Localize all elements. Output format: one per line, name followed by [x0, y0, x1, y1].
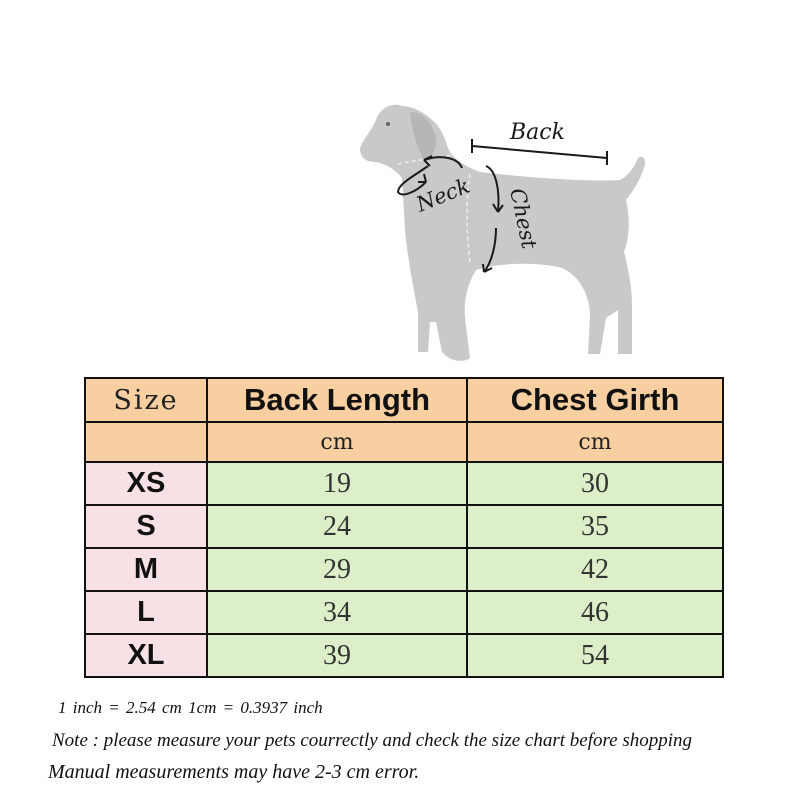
back-length-value: 19	[323, 467, 351, 499]
table-row	[85, 462, 723, 505]
chest-girth-value: 46	[581, 596, 609, 628]
size-cell	[85, 505, 207, 548]
chest-girth-cell	[467, 634, 723, 677]
dog-measurement-diagram	[0, 0, 800, 380]
unit-row	[85, 422, 723, 462]
unit-conversion-note: 1 inch = 2.54 cm 1cm = 0.3937 inch	[58, 698, 323, 717]
chest-girth-cell	[467, 548, 723, 591]
table-row	[85, 505, 723, 548]
chest-girth-header	[467, 378, 723, 422]
chest-girth-value: 42	[581, 553, 609, 585]
back-length-value: 24	[323, 510, 351, 542]
back-length-unit-text: cm	[320, 429, 354, 455]
back-label: Back	[510, 120, 565, 145]
back-length-value: 39	[323, 639, 351, 671]
dog-silhouette	[360, 105, 645, 361]
size-value: M	[133, 553, 159, 585]
size-value: L	[137, 596, 155, 628]
back-length-value: 34	[323, 596, 351, 628]
chest-girth-cell	[467, 505, 723, 548]
header-row	[85, 378, 723, 422]
back-length-header-text: Back Length	[243, 382, 431, 417]
size-cell	[85, 591, 207, 634]
chest-label: Chest	[505, 186, 542, 251]
measure-instruction-note: Note : please measure your pets courrectly and check the size chart before shopping	[52, 730, 693, 751]
chest-girth-unit-text: cm	[578, 429, 612, 455]
size-cell	[85, 634, 207, 677]
back-length-cell	[207, 591, 467, 634]
size-value: S	[136, 510, 156, 542]
size-cell	[85, 462, 207, 505]
back-length-cell	[207, 462, 467, 505]
size-header-text: Size	[113, 384, 179, 416]
back-length-value: 29	[323, 553, 351, 585]
back-length-cell	[207, 634, 467, 677]
neck-label: Neck	[412, 173, 474, 217]
measurement-error-note: Manual measurements may have 2-3 cm error.	[48, 761, 420, 783]
chest-girth-cell	[467, 591, 723, 634]
chest-girth-header-text: Chest Girth	[510, 382, 680, 417]
back-length-header	[207, 378, 467, 422]
table-row	[85, 634, 723, 677]
size-value: XL	[127, 639, 165, 671]
table-row	[85, 591, 723, 634]
size-header	[85, 378, 207, 422]
chest-girth-value: 54	[581, 639, 609, 671]
eye	[386, 122, 390, 126]
size-value: XS	[126, 467, 166, 499]
size-chart-table	[84, 377, 724, 678]
chest-girth-value: 35	[581, 510, 609, 542]
chest-girth-cell	[467, 462, 723, 505]
chest-girth-unit	[467, 422, 723, 462]
back-length-unit	[207, 422, 467, 462]
back-length-cell	[207, 548, 467, 591]
size-cell	[85, 548, 207, 591]
chest-girth-value: 30	[581, 467, 609, 499]
unit-blank-cell	[85, 422, 207, 462]
table-row	[85, 548, 723, 591]
back-length-cell	[207, 505, 467, 548]
